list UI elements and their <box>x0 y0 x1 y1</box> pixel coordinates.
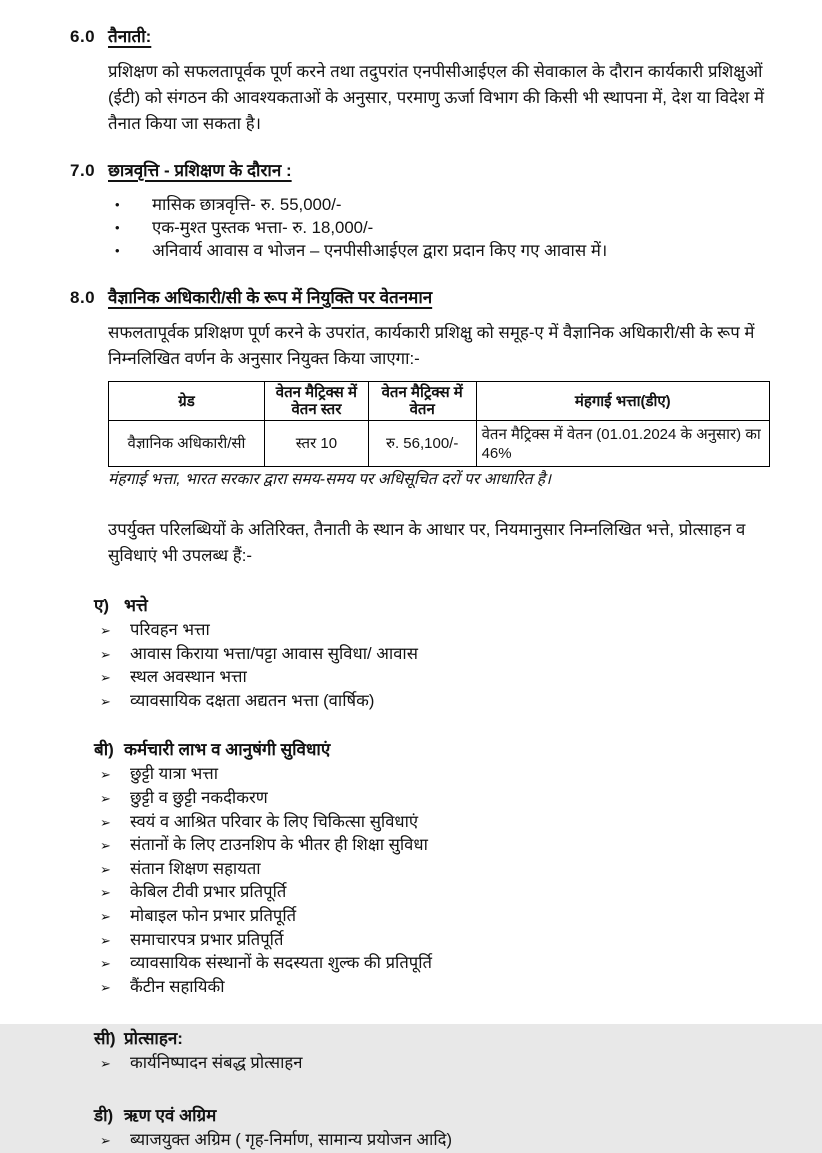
arrow-bullet-icon: ➢ <box>100 670 111 686</box>
benefit-item-text: संतान शिक्षण सहायता <box>130 858 261 878</box>
list-item <box>108 239 770 262</box>
list-item <box>100 929 770 953</box>
benefit-item-text: समाचारपत्र प्रभार प्रतिपूर्ति <box>130 929 284 949</box>
header-pay: वेतन मैट्रिक्स में वेतन <box>368 382 476 421</box>
subsection-b-heading-row <box>94 739 770 761</box>
benefit-item-text: कैंटीन सहायिकी <box>130 976 225 996</box>
incentives-list <box>100 1052 770 1076</box>
section-6-heading-row <box>70 26 770 48</box>
section-7-heading-row <box>70 160 770 182</box>
bullet-icon: • <box>115 220 120 235</box>
benefit-item-text: व्यावसायिक संस्थानों के सदस्यता शुल्क की प्रतिपूर्ति <box>130 953 432 973</box>
benefit-item-text: छुट्टी यात्रा भत्ता <box>130 764 219 784</box>
subsection-b-title: कर्मचारी लाभ व आनुषंगी सुविधाएं <box>124 740 331 760</box>
list-item <box>100 666 770 690</box>
bullet-icon: • <box>115 197 120 212</box>
header-da: मंहगाई भत्ता(डीए) <box>476 382 769 421</box>
arrow-bullet-icon: ➢ <box>100 932 111 948</box>
list-item <box>100 881 770 905</box>
arrow-bullet-icon: ➢ <box>100 646 111 662</box>
list-item <box>100 976 770 1000</box>
subsection-a-heading-row <box>94 595 770 617</box>
section-7-heading: छात्रवृत्ति - प्रशिक्षण के दौरान : <box>108 161 292 180</box>
arrow-bullet-icon: ➢ <box>100 693 111 709</box>
arrow-bullet-icon: ➢ <box>100 1056 111 1072</box>
table-footnote: मंहगाई भत्ता, भारत सरकार द्वारा समय-समय पर अधिसूचित दरों पर आधारित है। <box>108 471 552 488</box>
arrow-bullet-icon: ➢ <box>100 814 111 830</box>
section-8-number: 8.0 <box>70 288 96 307</box>
list-item <box>100 690 770 714</box>
list-item <box>100 1052 770 1076</box>
section-6-number: 6.0 <box>70 27 96 46</box>
cell-da: वेतन मैट्रिक्स में वेतन (01.01.2024 के अनुसार) का 46% <box>476 421 769 467</box>
allowance-item-text: आवास किराया भत्ता/पट्टा आवास सुविधा/ आवास <box>130 643 418 663</box>
list-item <box>100 787 770 811</box>
arrow-bullet-icon: ➢ <box>100 956 111 972</box>
stipend-item-text: एक-मुश्त पुस्तक भत्ता- रु. 18,000/- <box>152 218 374 237</box>
list-item <box>100 619 770 643</box>
header-grade: ग्रेड <box>109 382 265 421</box>
bullet-icon: • <box>115 243 120 258</box>
table-row <box>109 421 770 467</box>
cell-pay-level: स्तर 10 <box>264 421 368 467</box>
subsection-c-heading-row <box>94 1028 770 1050</box>
section-8-paragraph: सफलतापूर्वक प्रशिक्षण पूर्ण करने के उपरांत, कार्यकारी प्रशिक्षु को समूह-ए में वैज्ञानिक अधिकारी/सी के रूप में निम्नलिखित वर्णन के अनुसार नियुक्त किया जाएगा:- <box>108 323 755 368</box>
list-item <box>100 1129 770 1153</box>
list-item <box>100 858 770 882</box>
arrow-bullet-icon: ➢ <box>100 979 111 995</box>
arrow-bullet-icon: ➢ <box>100 623 111 638</box>
allowance-item-text: परिवहन भत्ता <box>130 620 210 639</box>
cell-grade: वैज्ञानिक अधिकारी/सी <box>109 421 265 467</box>
pay-scale-table <box>108 381 770 467</box>
benefit-item-text: केबिल टीवी प्रभार प्रतिपूर्ति <box>130 882 287 902</box>
subsection-d-title: ऋण एवं अग्रिम <box>124 1105 217 1125</box>
benefit-item-text: मोबाइल फोन प्रभार प्रतिपूर्ति <box>130 905 297 925</box>
subsection-d-heading-row <box>94 1105 770 1127</box>
subsection-c-label: सी) <box>94 1029 116 1049</box>
arrow-bullet-icon: ➢ <box>100 790 111 806</box>
section-6-paragraph: प्रशिक्षण को सफलतापूर्वक पूर्ण करने तथा तदुपरांत एनपीसीआईएल की सेवाकाल के दौरान कार्यकारी प्रशिक्षुओं (ईटी) को संगठन की आवश्यकताओं के अनुसार, परमाणु ऊर्जा विभाग की किसी भी स्थापना में, देश या विदेश में तैनात किया जा सकता है। <box>108 62 765 133</box>
arrow-bullet-icon: ➢ <box>100 908 111 924</box>
benefit-item-text: स्वयं व आश्रित परिवार के लिए चिकित्सा सुविधाएं <box>130 811 419 831</box>
list-item <box>108 216 770 239</box>
loan-item-text: ब्याजयुक्त अग्रिम ( गृह-निर्माण, सामान्य प्रयोजन आदि) <box>130 1129 452 1149</box>
loans-list <box>100 1129 770 1153</box>
allowances-list <box>100 619 770 713</box>
arrow-bullet-icon: ➢ <box>100 861 111 877</box>
benefit-item-text: छुट्टी व छुट्टी नकदीकरण <box>130 787 268 807</box>
allowance-item-text: स्थल अवस्थान भत्ता <box>130 667 247 687</box>
list-item <box>100 952 770 976</box>
section-7-number: 7.0 <box>70 161 96 180</box>
section-8-heading: वैज्ञानिक अधिकारी/सी के रूप में नियुक्ति पर वेतनमान <box>108 288 433 307</box>
section-6-heading: तैनाती: <box>108 27 152 46</box>
cell-pay: रु. 56,100/- <box>368 421 476 467</box>
benefits-list <box>100 763 770 999</box>
subsection-a-label: ए) <box>94 596 110 615</box>
stipend-item-text: मासिक छात्रवृत्ति- रु. 55,000/- <box>152 195 342 214</box>
incentive-item-text: कार्यनिष्पादन संबद्ध प्रोत्साहन <box>130 1053 303 1073</box>
perks-intro-paragraph: उपर्युक्त परिलब्धियों के अतिरिक्त, तैनाती के स्थान के आधार पर, नियमानुसार निम्नलिखित भत्ते, प्रोत्साहन व सुविधाएं भी उपलब्ध हैं:- <box>108 520 746 565</box>
benefit-item-text: संतानों के लिए टाउनशिप के भीतर ही शिक्षा सुविधा <box>130 835 428 855</box>
header-pay-level: वेतन मैट्रिक्स में वेतन स्तर <box>264 382 368 421</box>
arrow-bullet-icon: ➢ <box>100 767 111 783</box>
subsection-a-title: भत्ते <box>124 596 148 615</box>
table-header-row <box>109 382 770 421</box>
arrow-bullet-icon: ➢ <box>100 885 111 901</box>
stipend-item-text: अनिवार्य आवास व भोजन – एनपीसीआईएल द्वारा प्रदान किए गए आवास में। <box>152 241 608 260</box>
subsection-d-label: डी) <box>94 1105 114 1125</box>
list-item <box>108 193 770 216</box>
allowance-item-text: व्यावसायिक दक्षता अद्यतन भत्ता (वार्षिक) <box>130 690 375 710</box>
list-item <box>100 905 770 929</box>
section-8-heading-row <box>70 287 770 309</box>
stipend-list <box>108 193 770 262</box>
subsection-c-title: प्रोत्साहन: <box>124 1029 183 1049</box>
list-item <box>100 643 770 667</box>
arrow-bullet-icon: ➢ <box>100 1132 111 1148</box>
list-item <box>100 811 770 835</box>
list-item <box>100 763 770 787</box>
arrow-bullet-icon: ➢ <box>100 838 111 854</box>
subsection-b-label: बी) <box>94 740 114 760</box>
list-item <box>100 834 770 858</box>
